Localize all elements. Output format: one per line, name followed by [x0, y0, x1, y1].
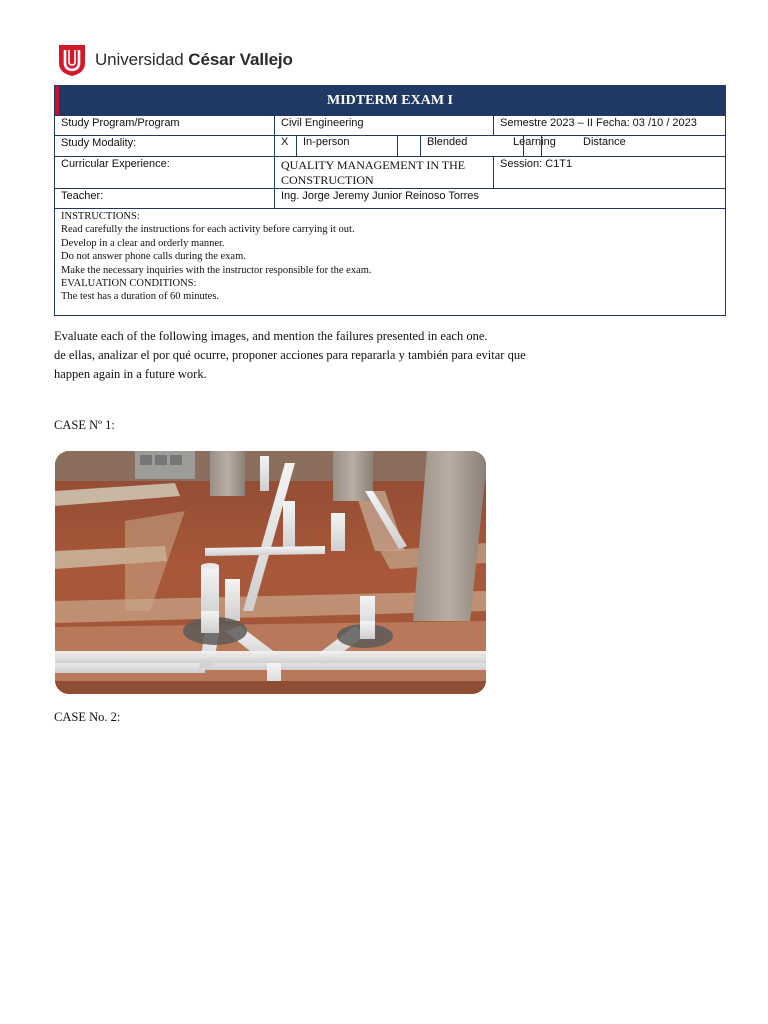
case-1-photo — [55, 451, 486, 694]
teacher-row — [55, 188, 725, 208]
prompt-line: Evaluate each of the following images, and mention the failures presented in each one. — [54, 329, 488, 343]
exam-header-table — [54, 85, 726, 316]
instruction-line: Do not answer phone calls during the exam. — [61, 251, 246, 263]
curricular-value: QUALITY MANAGEMENT IN THE CONSTRUCTION — [275, 157, 494, 188]
program-row — [55, 115, 725, 135]
exam-title: MIDTERM EXAM I — [55, 86, 725, 115]
modality-distance: Distance — [583, 136, 626, 148]
modality-row — [55, 135, 725, 156]
divider — [541, 136, 542, 156]
case-1-heading: CASE Nº 1: — [54, 418, 115, 432]
modality-learning-cell — [513, 136, 563, 156]
case-2-heading: CASE No. 2: — [54, 710, 121, 724]
semester-date: Semestre 2023 – II Fecha: 03 /10 / 2023 — [500, 117, 697, 129]
program-label: Study Program/Program — [55, 116, 275, 135]
modality-mark: X — [275, 136, 297, 156]
modality-options — [275, 136, 725, 156]
modality-label: Study Modality: — [55, 136, 275, 156]
instructions-block — [55, 208, 725, 315]
teacher-name: Ing. Jorge Jeremy Junior Reinoso Torres — [281, 190, 479, 202]
instruction-line: The test has a duration of 60 minutes. — [61, 291, 220, 303]
construction-pipes-image — [55, 451, 486, 694]
university-name: Universidad César Vallejo — [95, 50, 293, 69]
prompt-line: happen again in a future work. — [54, 367, 207, 381]
divider — [523, 136, 524, 156]
modality-learning: Learning — [513, 136, 556, 148]
curricular-row — [55, 156, 725, 188]
exam-prompt — [54, 327, 526, 384]
university-logo — [57, 42, 293, 78]
modality-blended: Blended — [427, 136, 468, 148]
instruction-line: Develop in a clear and orderly manner. — [61, 237, 225, 249]
session-code: Session: C1T1 — [500, 158, 573, 170]
ucv-shield-icon — [57, 43, 87, 77]
instruction-line: INSTRUCTIONS: — [61, 211, 140, 222]
modality-blank-box — [398, 136, 421, 156]
instruction-line: Make the necessary inquiries with the instructor responsible for the exam. — [61, 264, 372, 276]
instruction-line: Read carefully the instructions for each activity before carrying it out. — [61, 224, 355, 236]
teacher-label: Teacher: — [55, 189, 275, 208]
modality-inperson: In-person — [297, 136, 398, 156]
curricular-label: Curricular Experience: — [55, 157, 275, 188]
prompt-line: de ellas, analizar el por qué ocurre, proponer acciones para repararla y también para evitar que — [54, 348, 526, 362]
program-value: Civil Engineering — [275, 116, 494, 135]
instruction-line: EVALUATION CONDITIONS: — [61, 278, 197, 290]
